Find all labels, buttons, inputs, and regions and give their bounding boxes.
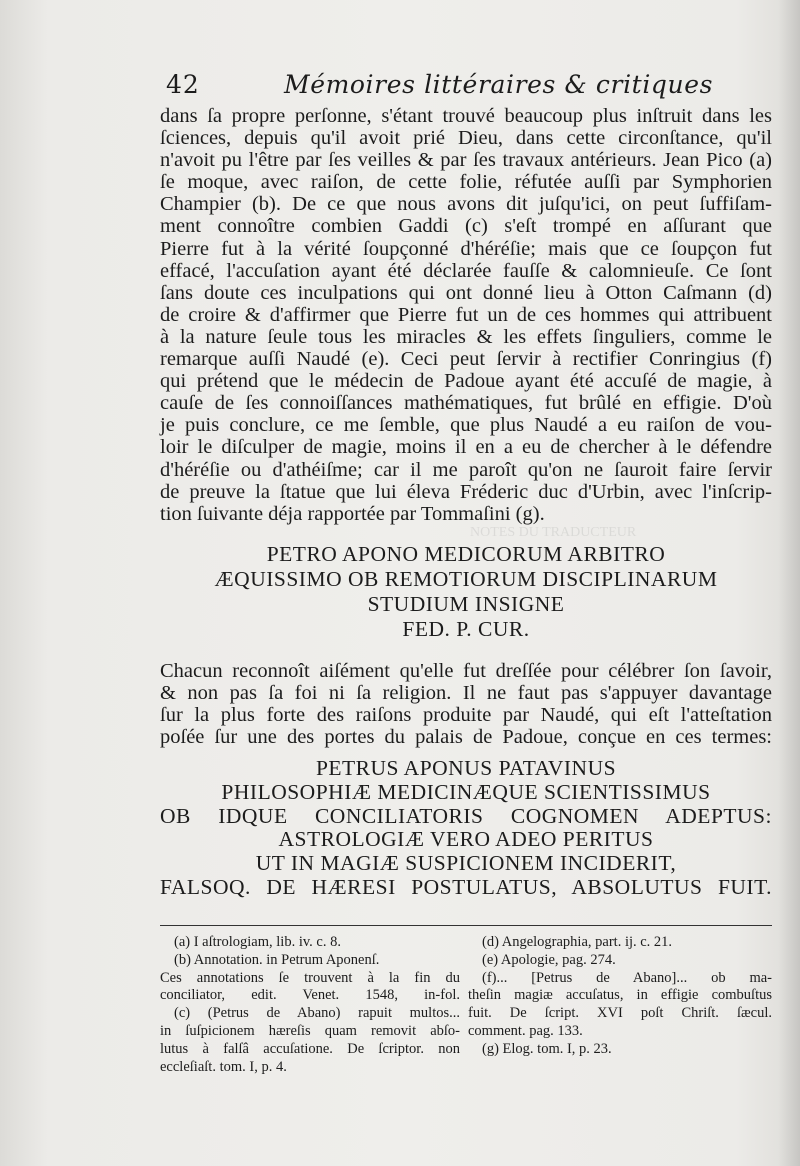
palace-inscription — [160, 757, 772, 900]
text-line: Chacun reconnoît aiſément qu'elle fut dreſſée pour célébrer ſon ſavoir, — [160, 660, 772, 682]
inscription-line: FALSOQ. DE HÆRESI POSTULATUS, ABSOLUTUS FUIT. — [160, 874, 772, 899]
text-line: effacé, l'accuſation ayant été déclarée fauſſe & calomnieuſe. Ce ſont — [160, 259, 772, 282]
page-header — [166, 70, 766, 104]
text-line: ſur la plus forte des raiſons produite par Naudé, qui eſt l'atteſtation — [160, 704, 772, 727]
text-line: ſciences, depuis qu'il avoit prié Dieu, dans cette circonſtance, qu'il — [160, 127, 772, 150]
footnote-line: (g) Elog. tom. I, p. 23. — [482, 1040, 612, 1057]
footnote-line: eccleſiaſt. tom. I, p. 4. — [160, 1058, 287, 1075]
bleed-through-text: NOTES DU TRADUCTEUR — [470, 525, 637, 540]
footnote-line: (a) I aſtrologiam, lib. iv. c. 8. — [174, 934, 341, 950]
footnote-line: comment. pag. 133. — [468, 1022, 583, 1039]
inscription-line: STUDIUM INSIGNE — [367, 592, 565, 616]
text-line: remarque auſſi Naudé (e). Ceci peut ſervir à rectifier Conringius (f) — [160, 348, 772, 371]
inscription-line: OB IDQUE CONCILIATORIS COGNOMEN ADEPTUS: — [160, 803, 772, 828]
text-line: cauſe de ſes connoiſſances mathématiques, fut brûlé en effigie. D'où — [160, 392, 772, 415]
text-line: ſans doute ces inculpations qui ont donné lieu à Otton Caſmann (d) — [160, 281, 772, 304]
footnote-line: conciliator, edit. Venet. 1548, in-fol. — [160, 987, 460, 1004]
inscription-line: PHILOSOPHIÆ MEDICINÆQUE SCIENTISSIMUS — [221, 779, 711, 804]
text-line: poſée ſur une des portes du palais de Padoue, conçue en ces termes: — [160, 726, 772, 749]
text-line: Champier (b). De ce que nous avons dit juſqu'ici, on peut ſuffiſam- — [160, 193, 772, 216]
page-edge-shadow — [778, 0, 800, 1166]
text-line: d'héréſie ou d'athéiſme; car il me paroît qu'on ne ſauroit faire ſervir — [160, 458, 772, 481]
text-line: de croire & d'affirmer que Pierre fut un de ces hommes qui attribuent — [160, 303, 772, 326]
inscription-line: ASTROLOGIÆ VERO ADEO PERITUS — [278, 827, 654, 852]
running-title: Mémoires littéraires & critiques — [284, 70, 714, 99]
main-paragraph — [160, 105, 772, 525]
footnote-line: (e) Apologie, pag. 274. — [482, 951, 616, 968]
inscription-line: PETRUS APONUS PATAVINUS — [315, 756, 617, 780]
footnote-line: fuit. De ſcript. XVI poſt Chriſt. ſæcul. — [468, 1005, 772, 1022]
footnote-line: lutus à falſâ accuſatione. De ſcriptor. non — [160, 1040, 460, 1057]
page-number: 42 — [166, 70, 200, 99]
text-line: ment connoître combien Gaddi (c) s'eſt trompé en aſſurant que — [160, 215, 772, 238]
text-line: je puis conclure, ce me ſemble, que plus Naudé a eu raiſon de vou- — [160, 414, 772, 437]
text-line: de preuve la ſtatue que lui éleva Fréderic duc d'Urbin, avec l'inſcrip- — [160, 480, 772, 503]
inscription-line: ÆQUISSIMO OB REMOTIORUM DISCIPLINARUM — [214, 567, 718, 591]
text-line: loir le diſculper de magie, moins il en a eu de chercher à le défendre — [160, 436, 772, 459]
footnotes-left-column — [160, 934, 460, 1076]
text-line: à la nature ſeule tous les miracles & les effets ſinguliers, comme le — [160, 325, 772, 348]
text-line: Pierre fut à la vérité ſoupçonné d'héréſie; mais que ce ſoupçon fut — [160, 237, 772, 260]
text-line: & non pas ſa foi ni ſa religion. Il ne faut pas s'appuyer davantage — [160, 682, 772, 705]
footnote-line: Ces annotations ſe trouvent à la fin du — [160, 969, 460, 986]
text-line: dans ſa propre perſonne, s'étant trouvé beaucoup plus inſtruit dans les — [160, 105, 772, 127]
footnote-line: (f)... [Petrus de Abano]... ob ma- — [482, 969, 772, 986]
text-line: tion ſuivante déja rapportée par Tommaſini (g). — [160, 502, 545, 525]
second-paragraph — [160, 660, 772, 748]
footnote-line: (d) Angelographia, part. ij. c. 21. — [482, 934, 673, 950]
footnote-line: (c) (Petrus de Abano) rapuit multos... — [174, 1005, 460, 1022]
inscription-line: FED. P. CUR. — [402, 617, 530, 641]
footnote-divider — [160, 925, 772, 926]
footnote-line: (b) Annotation. in Petrum Aponenſ. — [174, 951, 380, 968]
text-line: qui prétend que le médecin de Padoue ayant été accuſé de magie, à — [160, 370, 772, 393]
text-line: ſe moque, avec raiſon, de cette folie, réfutée auſſi par Symphorien — [160, 171, 772, 194]
inscription-line: UT IN MAGIÆ SUSPICIONEM INCIDERIT, — [255, 851, 677, 876]
footnote-line: theſin magiæ accuſatus, in effigie combuſtus — [468, 987, 772, 1004]
statue-inscription — [160, 542, 772, 642]
footnote-line: in ſuſpicionem hæreſis quam removit abſo- — [160, 1022, 460, 1039]
text-line: n'avoit pu l'être par ſes veilles & par ſes travaux antérieurs. Jean Pico (a) — [160, 149, 772, 172]
inscription-line: PETRO APONO MEDICORUM ARBITRO — [266, 542, 666, 566]
footnotes-right-column — [468, 934, 772, 1059]
